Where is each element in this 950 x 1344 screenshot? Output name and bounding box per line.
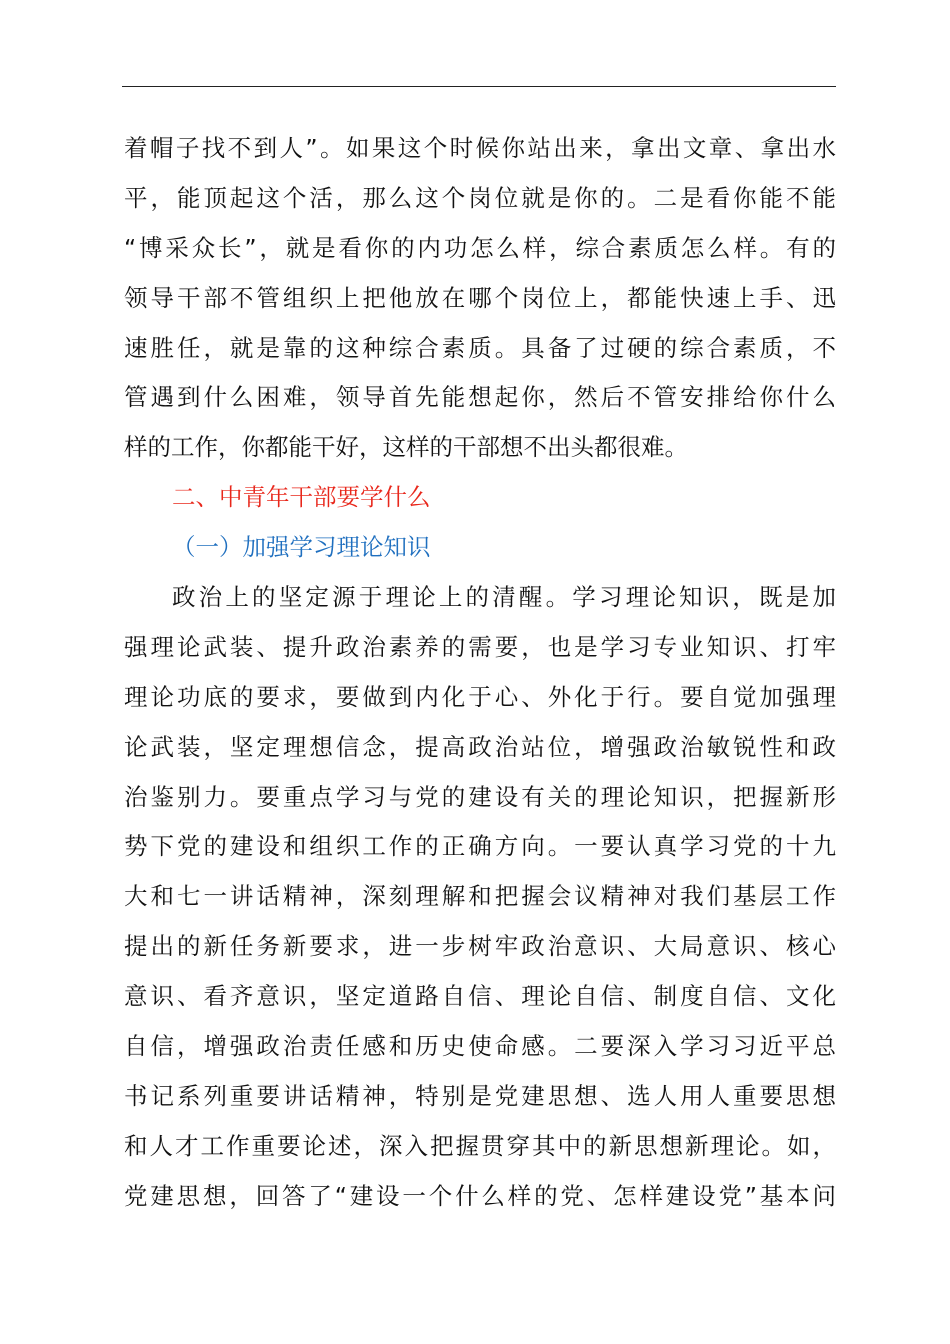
body-line: 管遇到什么困难，领导首先能想起你，然后不管安排给你什么 [124,383,836,412]
body-line: 治鉴别力。要重点学习与党的建设有关的理论知识，把握新形 [124,782,836,811]
body-line: 自信，增强政治责任感和历史使命感。二要深入学习习近平总 [124,1032,836,1061]
body-line: 着帽子找不到人”。如果这个时候你站出来，拿出文章、拿出水 [124,134,836,162]
section-heading: 二、中青年干部要学什么 [172,483,431,512]
body-line: 势下党的建设和组织工作的正确方向。一要认真学习党的十九 [124,832,836,861]
body-line: 党建思想，回答了“建设一个什么样的党、怎样建设党”基本问 [124,1181,836,1210]
header-divider [122,86,836,87]
body-line: “博采众长”，就是看你的内功怎么样，综合素质怎么样。有的 [124,233,836,262]
body-line: 书记系列重要讲话精神，特别是党建思想、选人用人重要思想 [124,1081,836,1110]
document-body [124,124,836,1222]
body-line-last: 样的工作，你都能干好，这样的干部想不出头都很难。 [124,433,688,462]
body-line: 速胜任，就是靠的这种综合素质。具备了过硬的综合素质，不 [124,333,836,362]
body-line: 理论功底的要求，要做到内化于心、外化于行。要自觉加强理 [124,682,836,711]
body-line: 论武装，坚定理想信念，提高政治站位，增强政治敏锐性和政 [124,732,836,761]
subsection-heading: （一）加强学习理论知识 [172,533,431,562]
body-line: 意识、看齐意识，坚定道路自信、理论自信、制度自信、文化 [124,982,836,1011]
paragraph-first-line: 政治上的坚定源于理论上的清醒。学习理论知识，既是加 [172,583,836,612]
body-line: 提出的新任务新要求，进一步树牢政治意识、大局意识、核心 [124,932,836,961]
body-line: 强理论武装、提升政治素养的需要，也是学习专业知识、打牢 [124,632,836,661]
body-line: 大和七一讲话精神，深刻理解和把握会议精神对我们基层工作 [124,882,836,911]
body-line: 和人才工作重要论述，深入把握贯穿其中的新思想新理论。如， [124,1131,836,1160]
body-line: 领导干部不管组织上把他放在哪个岗位上，都能快速上手、迅 [124,283,836,312]
body-line: 平，能顶起这个活，那么这个岗位就是你的。二是看你能不能 [124,183,836,212]
